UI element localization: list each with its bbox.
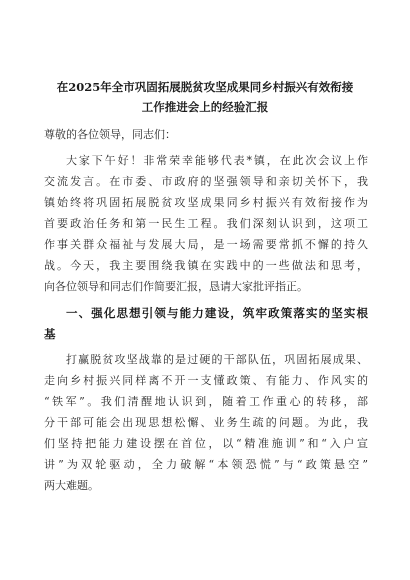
paragraph-2-line-5: 们坚持把能力建设摆在首位，以“精准施训”和“入户宣	[44, 437, 368, 450]
paragraph-1-line-2: 交流发言。在市委、市政府的坚强领导和亲切关怀下，我	[44, 175, 368, 188]
paragraph-2-line-7: 两大难题。	[44, 479, 99, 492]
paragraph-1-line-5: 作事关群众福祉与发展大局，是一场需要常抓不懈的持久	[44, 238, 368, 251]
salutation: 尊敬的各位领导，同志们：	[44, 128, 176, 141]
paragraph-2-line-6: 讲”为双轮驱动，全力破解“本领恐慌”与“政策悬空”	[44, 458, 368, 471]
section-1-heading-line-2: 基	[44, 327, 56, 341]
paragraph-2-line-2: 走向乡村振兴同样离不开一支懂政策、有能力、作风实的	[44, 374, 368, 387]
paragraph-2-line-3: “铁军”。我们清醒地认识到，随着工作重心的转移，部	[44, 395, 368, 408]
paragraph-2-line-1: 打赢脱贫攻坚战靠的是过硬的干部队伍，巩固拓展成果、	[66, 353, 368, 366]
paragraph-1-line-3: 镇始终将巩固拓展脱贫攻坚成果同乡村振兴有效衔接作为	[44, 196, 368, 209]
paragraph-2-line-4: 分干部可能会出现思想松懈、业务生疏的问题。为此，我	[44, 416, 368, 429]
paragraph-1-line-7: 向各位领导和同志们作简要汇报，恳请大家批评指正。	[44, 280, 308, 293]
paragraph-1-line-6: 战。今天，我主要围绕我镇在实践中的一些做法和思考，	[44, 259, 368, 272]
section-1-heading-line-1: 一、强化思想引领与能力建设，筑牢政策落实的坚实根	[66, 306, 368, 320]
document-title-line-1: 在2025年全市巩固拓展脱贫攻坚成果同乡村振兴有效衔接	[56, 80, 354, 94]
paragraph-1-line-4: 首要政治任务和第一民生工程。我们深刻认识到，这项工	[44, 217, 368, 230]
document-title-line-2: 工作推进会上的经验汇报	[141, 100, 269, 114]
paragraph-1-line-1: 大家下午好！非常荣幸能够代表*镇，在此次会议上作	[66, 154, 368, 167]
